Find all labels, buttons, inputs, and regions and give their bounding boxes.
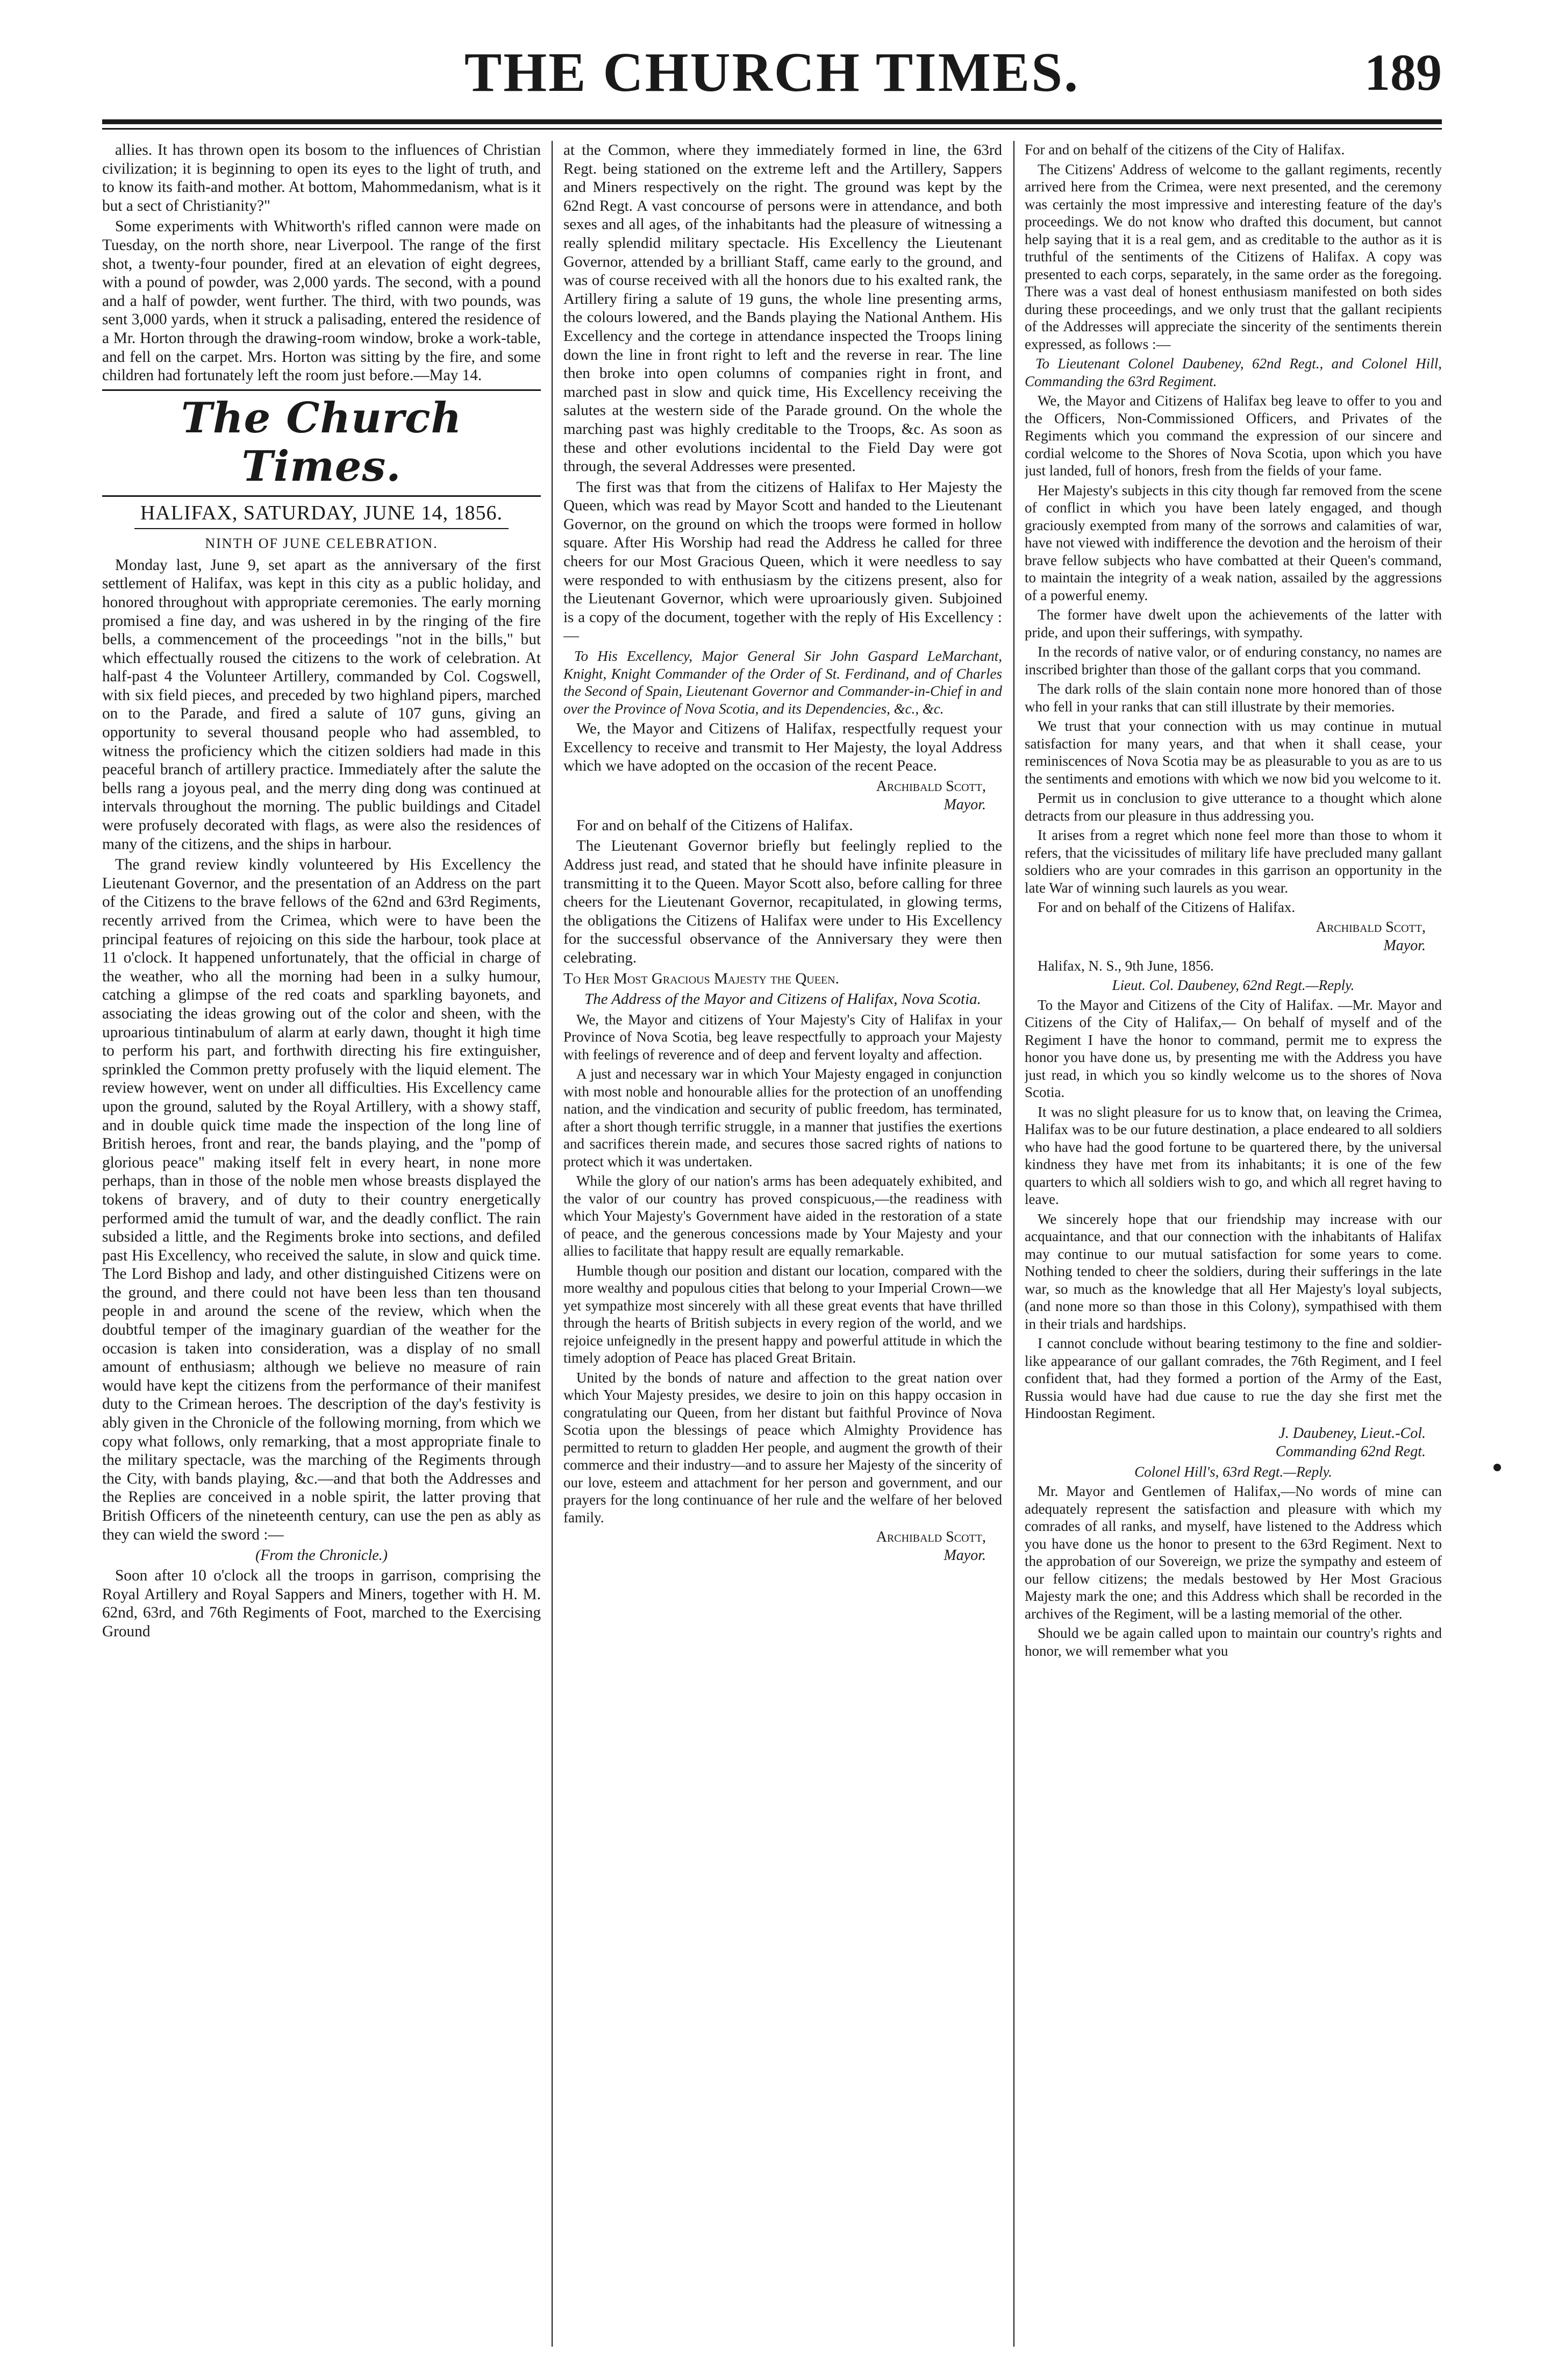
masthead-rule (102, 119, 1442, 124)
masthead-rule-thin (102, 128, 1442, 130)
paragraph: The grand review kindly volunteered by His Excellency the Lieutenant Governor, and the presentation of an Address on the part of the Citizens to the brave fellows of the 62nd and 63rd Regiments, recently arrived from the Crimea, which were to have been the principal features of rejoicing on this side the harbour, took place at 11 o'clock. It happened unfortunately, that the official in charge of the weather, who all the morning had been in a sulky humour, catching a glimpse of the red coats and sparkling bayonets, and associating the ideas growing out of the color and sheen, with the uproarious tintinabulum of alarm at early dawn, thought it high time to perform his part, and forthwith directing his fire extinguisher, sprinkled the Common pretty profusely with the liquid element. The review however, went on under all difficulties. His Excellency came upon the ground, saluted by the Royal Artillery, with a showy staff, and in double quick time made the inspection of the long line of British heroes, front and rear, the bands playing, and the "pomp of glorious peace" making itself felt in every heart, in none more perhaps, than in those of the noble men whose breasts displayed the tokens of bravery, and of duty to their country energetically performed amid the tumult of war, and the deadly conflict. The rain subsided a little, and the Regiments broke into sections, and defiled past His Excellency, who received the salute, in slow and quick time. The Lord Bishop and lady, and other distinguished Citizens were on the ground, and there could not have been less than ten thousand people in and around the scene of the review, which when the doubtful temper of the imaginary guardian of the weather for the occasion is taken into consideration, was a display of no small amount of enthusiasm; although we believe no measure of rain would have kept the citizens from the performance of their manifest duty to the Crimean heroes. The description of the day's festivity is ably given in the Chronicle of the following morning, from which we copy what follows, only remarking, that a most appropriate finale to the military spectacle, was the marching of the Regiments through the City, with bands playing, &c.—and that both the Addresses and the Replies are conceived in a noble spirit, the latter proving that British Officers of the nineteenth century, can use the pen as ably as they can wield the sword :— (102, 856, 541, 1543)
signature-title: Mayor. (1383, 937, 1426, 954)
margin-dot (1493, 1464, 1501, 1471)
paragraph: We sincerely hope that our friendship may increase with our acquaintance, and that our connection with the inhabitants of Halifax may continue to our mutual satisfaction for some years to come. Nothing tended to cheer the soldiers, during their sufferings in the late war, so much as the knowledge that all Her Majesty's loyal subjects, (and none more so than those in this Colony), sympathised with them in their trials and hardships. (1025, 1210, 1442, 1332)
paragraph: at the Common, where they immediately formed in line, the 63rd Regt. being stationed on the extreme left and the Artillery, Sappers and Miners respectively on the right. The ground was kept by the 62nd Regt. A vast concourse of persons were in attendance, and both sexes and all ages, of the inhabitants had the pleasure of witnessing a really splendid military spectacle. His Excellency the Lieutenant Governor, attended by a brilliant Staff, came early to the ground, and was of course received with all the honors due to his exalted rank, the Artillery firing a salute of 19 guns, the whole line presenting arms, the colours lowered, and the Bands playing the National Anthem. His Excellency and the cortege in attendance inspected the Troops lining down the line in front right to left and the reverse in rear. The line then broke into open columns of companies right in front, and marched past in slow and quick time, His Excellency receiving the salutes at the western side of the Parade ground. On the whole the marching past was highly creditable to the Troops, &c. As soon as these and other evolutions incidental to the Field Day were got through, the several Addresses were presented. (563, 141, 1002, 475)
paragraph: It was no slight pleasure for us to know that, on leaving the Crimea, Halifax was to be our future destination, a place endeared to all soldiers who have had the good fortune to be quartered there, by the universal kindness they have met from its inhabitants; it is one of the few quarters to which all soldiers wish to go, and which all regret having to leave. (1025, 1103, 1442, 1207)
column-divider (1013, 141, 1014, 2347)
paragraph: We trust that your connection with us may continue in mutual satisfaction for many years, and that when it shall cease, your reminiscences of Nova Scotia may be as pleasurable to you as are to us the sentiments and emotions with which we now bid you welcome to it. (1025, 718, 1442, 787)
paragraph: Permit us in conclusion to give utterance to a thought which alone detracts from our pleasure in thus addressing you. (1025, 790, 1442, 824)
signature-title: Mayor. (943, 796, 986, 813)
signature (1025, 918, 1442, 955)
paragraph: We, the Mayor and citizens of Your Majesty's City of Halifax in your Province of Nova Scotia, beg leave respectfully to approach your Majesty with feelings of reverence and of deep and fervent loyalty and affection. (563, 1011, 1002, 1063)
signature (563, 778, 1002, 814)
dateline-rule (134, 528, 509, 529)
signature-name: Archibald Scott, (1316, 918, 1426, 936)
paragraph: For and on behalf of the citizens of the City of Halifax. (1025, 141, 1345, 158)
reply-heading: Lieut. Col. Daubeney, 62nd Regt.—Reply. (1112, 977, 1355, 993)
column-2 (563, 141, 1002, 2352)
dateline: HALIFAX, SATURDAY, JUNE 14, 1856. (140, 501, 503, 524)
paragraph: allies. It has thrown open its bosom to the influences of Christian civilization; it is beginning to open its eyes to the light of truth, and to know its faith-and mother. At bottom, Mahommedanism, what is it but a sect of Christianity?" (102, 141, 541, 215)
source-credit: (From the Chronicle.) (255, 1547, 388, 1564)
paragraph: For and on behalf of the Citizens of Halifax. (1038, 899, 1296, 915)
signature-name: Archibald Scott, (876, 778, 986, 795)
paragraph: Mr. Mayor and Gentlemen of Halifax,—No words of mine can adequately represent the satisfaction and pleasure with which my comrades of all ranks, and myself, have listened to the Address which you have done us the honor to present to the 63rd Regiment. Next to the approbation of our Sovereign, we prize the sympathy and esteem of our fellow citizens; the medals bestowed by Her Most Gracious Majesty mark the one; and this Address which shall be recorded in the archives of the Regiment, will be a lasting memorial of the other. (1025, 1483, 1442, 1622)
paragraph: I cannot conclude without bearing testimony to the fine and soldier-like appearance of our gallant comrades, the 76th Regiment, and I feel confident that, had they formed a portion of the Army of the East, Russia would have had due cause to rue the day she first met the Hindoostan Regiment. (1025, 1335, 1442, 1421)
paragraph: While the glory of our nation's arms has been adequately exhibited, and the valor of our country has proved conspicuous,—the readiness with which Your Majesty's Government have aided in the restoration of a state of peace, and the generous concessions made by Your Majesty and your allies to facilitate that happy result are equally remarkable. (563, 1173, 1002, 1259)
column-divider (552, 141, 553, 2347)
signature-name: Archibald Scott, (876, 1529, 986, 1546)
address-recipient: To His Excellency, Major General Sir John Gaspard LeMarchant, Knight, Knight Commander of the Order of St. Ferdinand, and of Charles the Second of Spain, Lieutenant Governor and Commander-in-Chief in and over the Province of Nova Scotia, and its Dependencies, &c., &c. (563, 648, 1002, 717)
paragraph: Monday last, June 9, set apart as the anniversary of the first settlement of Halifax, was kept in this city as a public holiday, and honored throughout with appropriate ceremonies. The early morning promised a fine day, and was ushered in by the ringing of the fire bells, a commencement of the proceedings "not in the bills," but which effectually roused the citizens to the work of celebration. At half-past 4 the Volunteer Artillery, commanded by Col. Cogswell, with six field pieces, and preceded by two highland pipers, marched on to the Parade, and fired a salute of 107 guns, giving an opportunity to several thousand people who had assembled, to witness the proficiency which the citizen soldiers had made in this peaceful branch of artillery practice. Immediately after the salute the bells rang a joyous peal, and the merry ding dong was continued at intervals throughout the morning. The public buildings and Citadel were profusely decorated with flags, as were also the residences of many of the citizens, and the ships in harbour. (102, 556, 541, 853)
section-rule (102, 495, 541, 497)
signature-title: Commanding 62nd Regt. (1275, 1443, 1426, 1460)
signature-title: Mayor. (943, 1547, 986, 1564)
paragraph: A just and necessary war in which Your Majesty engaged in conjunction with most noble and honourable allies for the protection of an unoffending nation, and the vindication and security of public freedom, has terminated, after a short though terrific struggle, in a manner that justifies the exertions and sacrifices therein made, and secures those sacred rights of nations to protect which it was undertaken. (563, 1066, 1002, 1170)
address-recipient: To Lieutenant Colonel Daubeney, 62nd Regt., and Colonel Hill, Commanding the 63rd Regiment. (1025, 355, 1442, 389)
paragraph: We, the Mayor and Citizens of Halifax, respectfully request your Excellency to receive and transmit to Her Majesty, the loyal Address which we have adopted on the occasion of the recent Peace. (563, 720, 1002, 775)
column-1 (102, 141, 541, 2352)
paragraph: The Citizens' Address of welcome to the gallant regiments, recently arrived here from the Crimea, were next presented, and the ceremony was certainly the most impressive and interesting feature of the day's proceedings. We do not know who drafted this document, but cannot help saying that it is a real gem, and as creditable to the author as it is truthful of the sentiments of the Citizens of Halifax. A copy was presented to each corps, separately, in the same order as the foregoing. There was a vast deal of honest enthusiasm manifested on both sides during these proceedings, and we only trust that the gallant recipients of the Addresses will appreciate the sincerity of the sentiments therein expressed, as follows :— (1025, 161, 1442, 352)
page-number: 189 (1364, 44, 1442, 101)
paragraph: Some experiments with Whitworth's rifled cannon were made on Tuesday, on the north shore, near Liverpool. The range of the first shot, a twenty-four pounder, fired at an elevation of eight degrees, with a pound of powder, was 2,000 yards. The second, with a pound and a half of powder, went further. The third, with two pounds, was sent 3,000 yards, when it struck a palisading, entered the residence of a Mr. Horton through the drawing-room window, broke a work-table, and fell on the carpet. Mrs. Horton was sitting by the fire, and some children had fortunately left the room just before.—May 14. (102, 218, 541, 384)
signature-name: J. Daubeney, Lieut.-Col. (1278, 1424, 1426, 1442)
section-rule (102, 389, 541, 391)
nameplate: The Church Times. (181, 393, 462, 491)
address-heading: To Her Most Gracious Majesty the Queen. (563, 970, 839, 987)
article-headline: NINTH OF JUNE CELEBRATION. (205, 535, 438, 551)
paragraph: For and on behalf of the Citizens of Halifax. (576, 816, 853, 834)
paragraph: In the records of native valor, or of enduring constancy, no names are inscribed brighter than those of the gallant corps that you command. (1025, 644, 1442, 678)
signature (563, 1528, 1002, 1565)
paragraph: The former have dwelt upon the achievements of the latter with pride, and upon their sufferings, with sympathy. (1025, 607, 1442, 640)
masthead (102, 32, 1442, 113)
paragraph: The dark rolls of the slain contain none more honored than of those who fell in your ranks that can still illustrate by their memories. (1025, 681, 1442, 715)
paragraph: Soon after 10 o'clock all the troops in garrison, comprising the Royal Artillery and Royal Sappers and Miners, together with H. M. 62nd, 63rd, and 76th Regiments of Foot, marched to the Exercising Ground (102, 1567, 541, 1640)
paragraph: The Lieutenant Governor briefly but feelingly replied to the Address just read, and stated that he should have infinite pleasure in transmitting it to the Queen. Mayor Scott also, before calling for three cheers for the Lieutenant Governor, recapitulated, in glowing terms, the obligations the Citizens of Halifax were under to His Excellency for the successful observance of the Anniversary they were then celebrating. (563, 837, 1002, 966)
paragraph: To the Mayor and Citizens of the City of Halifax. —Mr. Mayor and Citizens of the City of Halifax,— On behalf of myself and of the Regiment I have the honor to command, permit me to express the honor you have done us, by presenting me with the Address you have just read, in which you so kindly welcome us to the shores of Nova Scotia. (1025, 996, 1442, 1100)
paragraph: United by the bonds of nature and affection to the great nation over which Your Majesty presides, we desire to join on this happy occasion in congratulating our Queen, from her distant but faithful Province of Nova Scotia upon the blessings of peace which Almighty Providence has permitted to return to gladden Her people, and augment the growth of their commerce and their industry—and to assure her Majesty of the sincerity of our love, esteem and attachment for her person and government, and our prayers for the long continuance of her rule and the welfare of her beloved family. (563, 1369, 1002, 1526)
letter-dateline: Halifax, N. S., 9th June, 1856. (1038, 957, 1214, 974)
signature (1025, 1424, 1442, 1461)
paragraph: Should we be again called upon to maintain our country's rights and honor, we will remember what you (1025, 1625, 1442, 1659)
column-3 (1025, 141, 1442, 2352)
reply-heading: Colonel Hill's, 63rd Regt.—Reply. (1134, 1463, 1332, 1480)
paragraph: It arises from a regret which none feel more than those to whom it refers, that the vicissitudes of military life have precluded many gallant soldiers who are your comrades in this garrison an opportunity in the late War of winning such laurels as you wear. (1025, 827, 1442, 896)
paragraph: Her Majesty's subjects in this city though far removed from the scene of conflict in which you have been lately engaged, and though graciously exempted from many of the sorrows and calamities of war, have not viewed with indifference the devotion and the heroism of their brave fellow subjects who have combatted at their Queen's command, to maintain the integrity of a weak nation, assailed by the aggressions of a powerful enemy. (1025, 482, 1442, 603)
paragraph: The first was that from the citizens of Halifax to Her Majesty the Queen, which was read by Mayor Scott and handed to the Lieutenant Governor, on the ground on which the troops were formed in hollow square. After His Worship had read the Address he called for three cheers for our Most Gracious Queen, which it were needless to say were responded to with enthusiasm by the citizens present, also for the Lieutenant Governor, which were uproariously given. Subjoined is a copy of the document, together with the reply of His Excellency :— (563, 478, 1002, 645)
address-subtitle: The Address of the Mayor and Citizens of Halifax, Nova Scotia. (584, 991, 981, 1008)
newspaper-title: THE CHURCH TIMES. (464, 41, 1080, 103)
paragraph: Humble though our position and distant our location, compared with the more wealthy and populous cities that belong to your Imperial Crown—we yet sympathize most sincerely with all these great events that have thrilled through the hearts of British subjects in every region of the world, and we rejoice unfeignedly in the present happy and powerful attitude in which the timely adoption of Peace has placed Great Britain. (563, 1262, 1002, 1366)
paragraph: We, the Mayor and Citizens of Halifax beg leave to offer to you and the Officers, Non-Commissioned Officers, and Privates of the Regiments which you command the expression of our sincere and cordial welcome to the Shores of Nova Scotia, upon which you have just landed, full of honors, fresh from the fields of your fame. (1025, 393, 1442, 479)
